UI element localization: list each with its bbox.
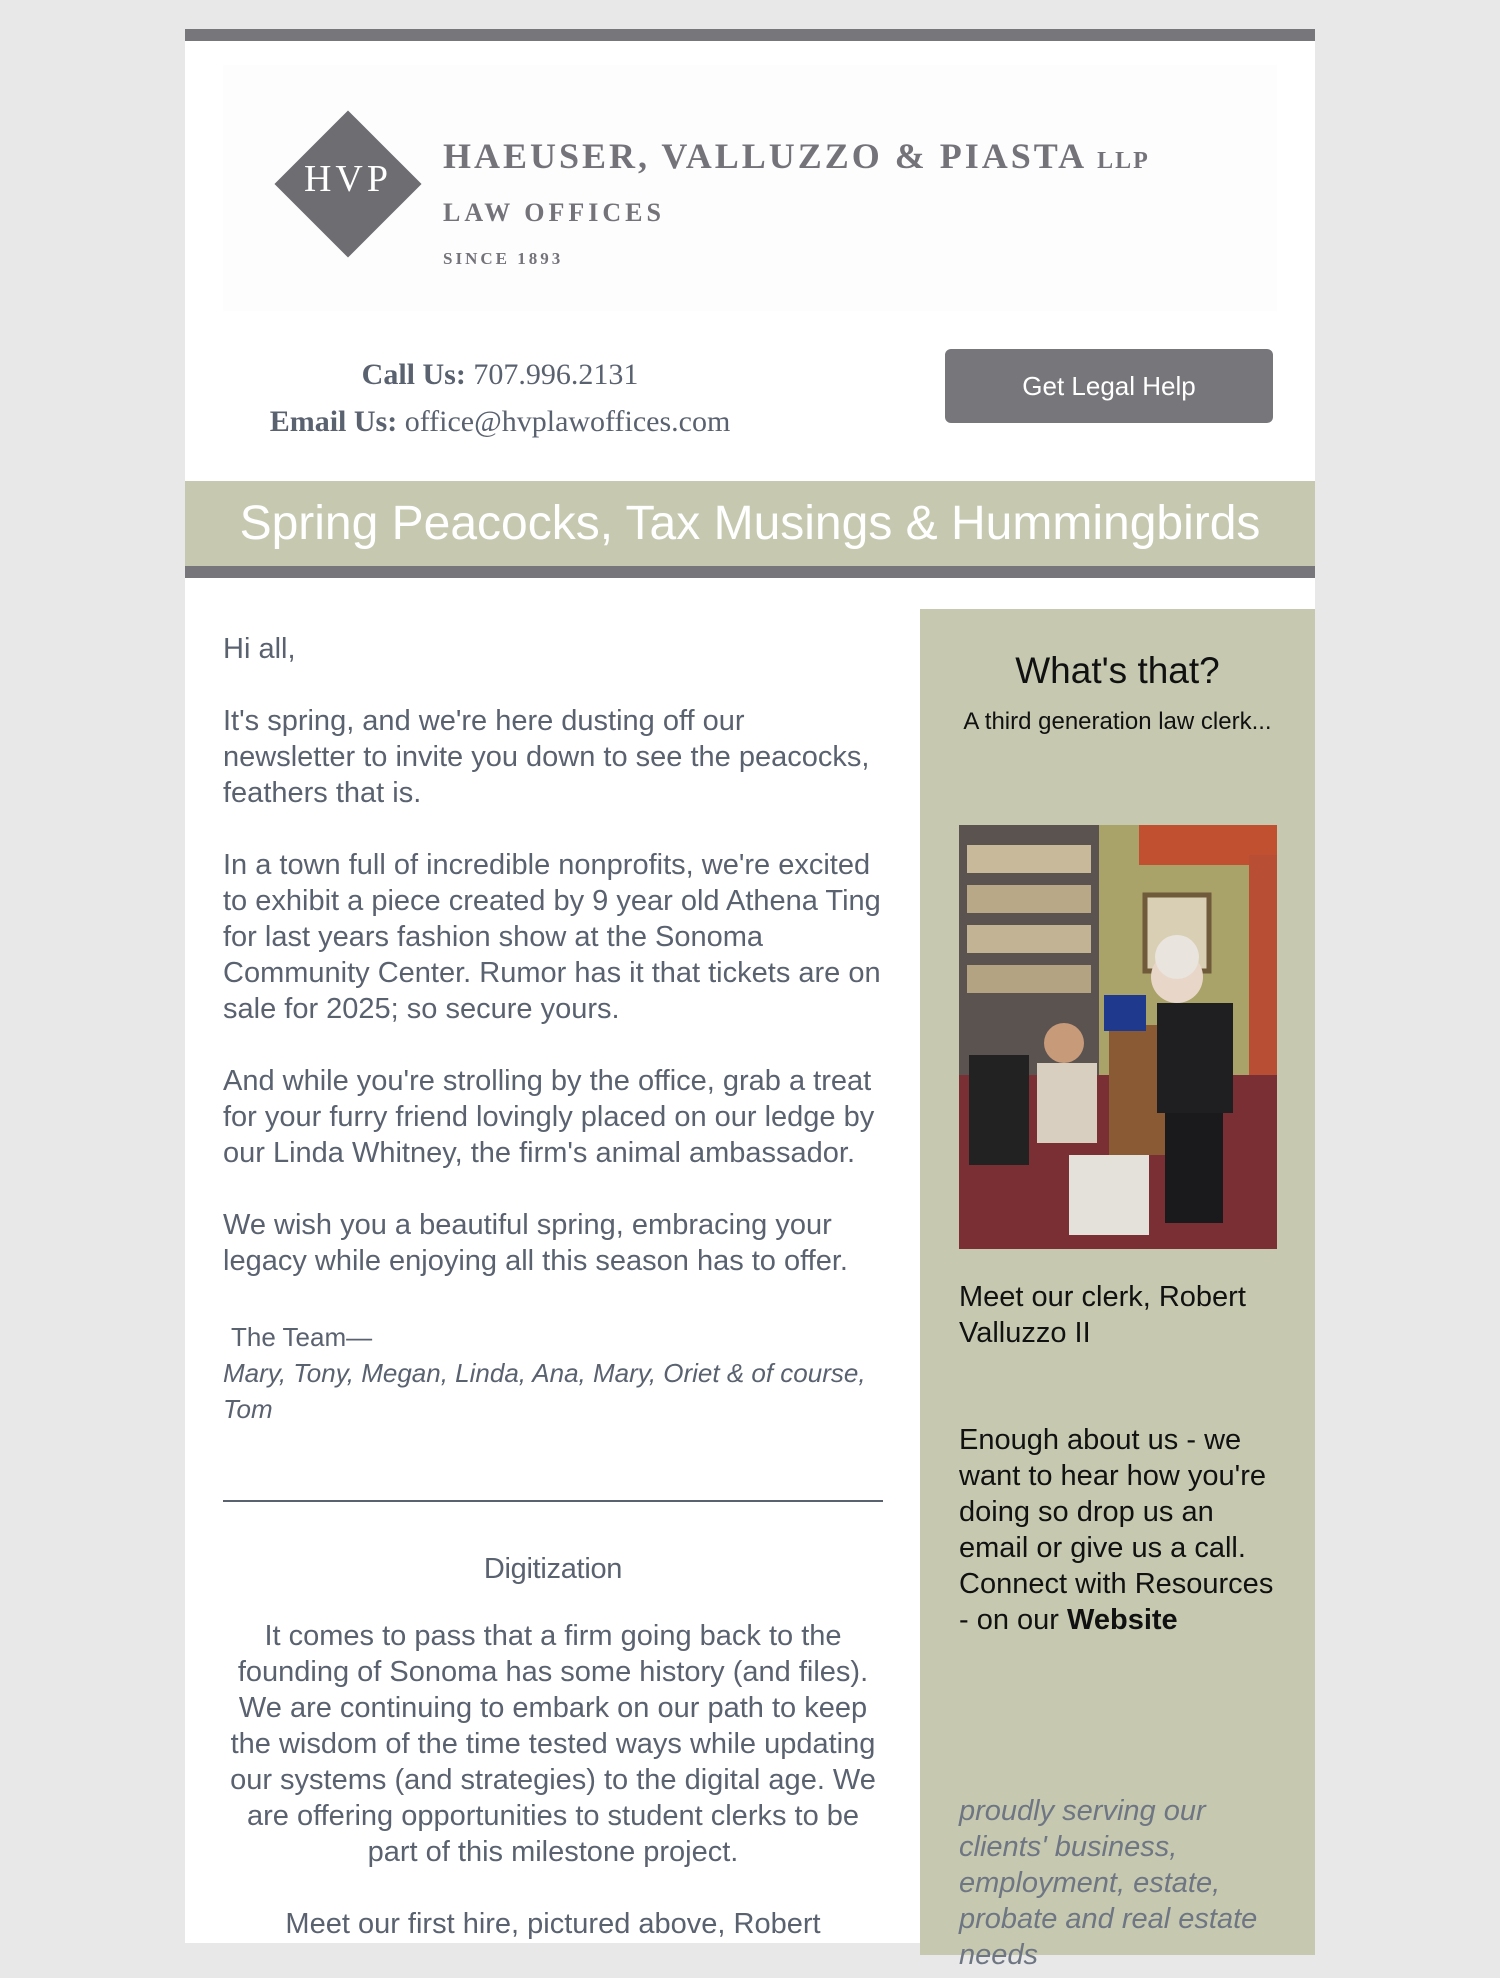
sidebar-title: What's that?: [1015, 650, 1220, 691]
main-column: [223, 631, 883, 1427]
digitization-paragraph: It comes to pass that a firm going back to the founding of Sonoma has some history (and files). We are continuing to embark on our path to keep the wisdom of the time tested ways while updating our systems (and strategies) to the digital age. We are offering opportunities to student clerks to be part of this milestone project.: [230, 1620, 876, 1868]
firm-name: [443, 135, 1150, 177]
email-line: [215, 398, 785, 445]
website-link[interactable]: Website: [1067, 1604, 1178, 1636]
connect-label: Connect with Resources - on our: [959, 1568, 1274, 1636]
contact-info: [215, 351, 785, 445]
get-legal-help-button[interactable]: Get Legal Help: [945, 349, 1273, 423]
firm-since: SINCE 1893: [443, 249, 564, 268]
tagline: proudly serving our clients' business, employment, estate, probate and real estate needs: [959, 1795, 1258, 1971]
title-banner: [185, 481, 1315, 578]
paragraph-spring: It's spring, and we're here dusting off our newsletter to invite you down to see the peacocks, feathers that is.: [223, 705, 870, 809]
newsletter-title: Spring Peacocks, Tax Musings & Hummingbirds: [239, 497, 1261, 550]
firm-subtitle: LAW OFFICES: [443, 198, 665, 227]
sign-off: The Team—: [231, 1322, 373, 1352]
digitization-hire: Meet our first hire, pictured above, Robert: [285, 1908, 821, 1940]
section-divider: [223, 1500, 883, 1502]
digitization-heading: Digitization: [483, 1553, 623, 1585]
email-link[interactable]: office@hvplawoffices.com: [404, 405, 731, 438]
clerk-photo-image: [959, 825, 1277, 1249]
call-label: Call Us:: [361, 358, 466, 391]
paragraph-treats: And while you're strolling by the office, grab a treat for your furry friend lovingly placed on our ledge by our Linda Whitney, the firm's animal ambassador.: [223, 1065, 875, 1169]
connect-text: [959, 1566, 1289, 1638]
clerk-caption: Meet our clerk, Robert Valluzzo II: [959, 1281, 1246, 1349]
email-label: Email Us:: [269, 405, 398, 438]
sidebar-subtitle: A third generation law clerk...: [963, 708, 1272, 735]
firm-name-text: HAEUSER, VALLUZZO & PIASTA: [443, 136, 1086, 176]
newsletter-email: [185, 29, 1315, 1971]
sidebar: [920, 609, 1315, 1971]
phone-link[interactable]: 707.996.2131: [473, 358, 639, 391]
firm-logo: [223, 65, 1277, 311]
clerk-photo: [959, 825, 1277, 1249]
greeting: Hi all,: [223, 633, 296, 665]
phone-line: [215, 351, 785, 398]
firm-suffix: LLP: [1097, 148, 1150, 174]
team-names: Mary, Tony, Megan, Linda, Ana, Mary, Oriet & of course, Tom: [223, 1358, 866, 1424]
paragraph-wish: We wish you a beautiful spring, embracing your legacy while enjoying all this season has to offer.: [223, 1209, 848, 1277]
contact-prompt: Enough about us - we want to hear how you're doing so drop us an email or give us a call.: [959, 1424, 1266, 1564]
digitization-body: [223, 1618, 883, 1978]
paragraph-nonprofits: In a town full of incredible nonprofits, we're excited to exhibit a piece created by 9 year old Athena Ting for last years fashion show at the Sonoma Community Center. Rumor has it that tickets are on sale for 2025; so secure yours.: [223, 849, 881, 1025]
logo-mark: HVP: [303, 158, 393, 200]
